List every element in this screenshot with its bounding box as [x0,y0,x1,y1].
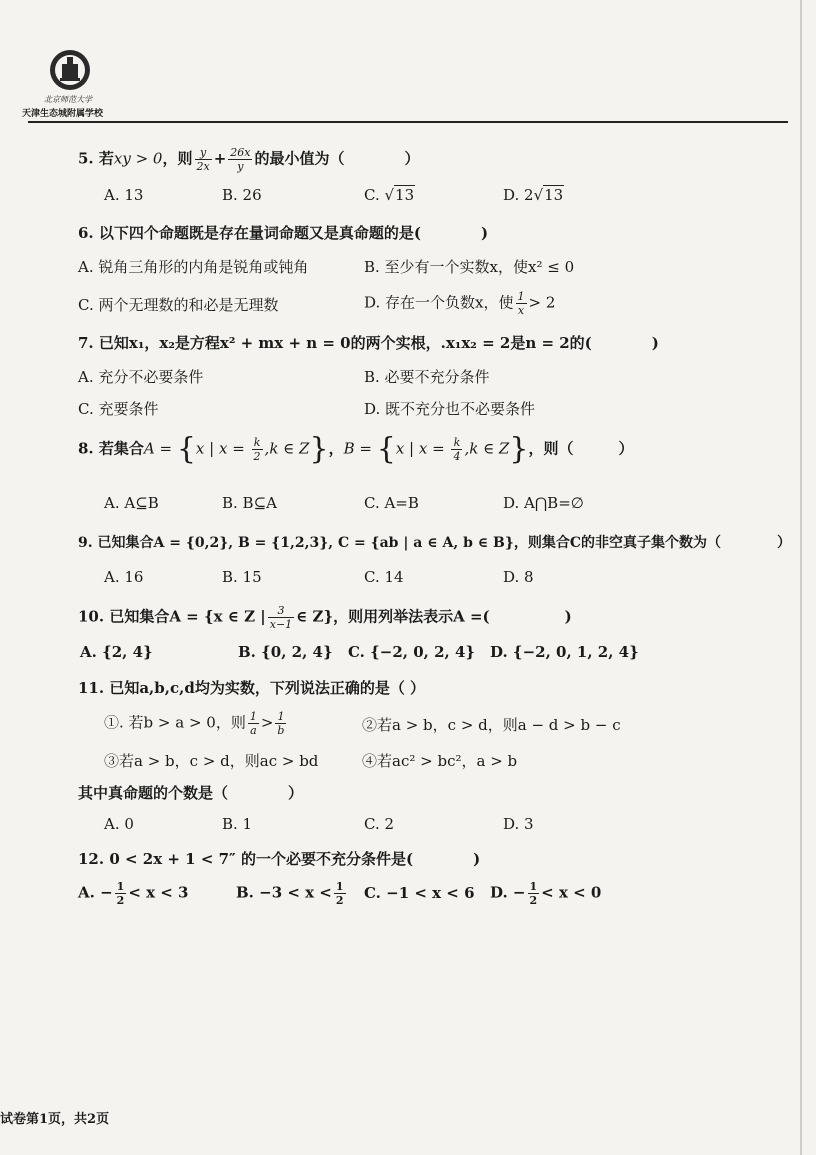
q5-option-d: D. 2√13 [503,186,564,204]
q7-option-a: A. 充分不必要条件 [78,368,204,386]
q11-statement-4: ④若ac² > bc²，a > b [362,752,518,770]
q6-option-d: D. 存在一个负数x，使 $\frac{1}{x}$ > 2 [364,290,556,317]
q5-condition: xy > 0 [113,149,163,168]
q11-option-d: D. 3 [503,815,534,833]
q10-option-c: C. {−2, 0, 2, 4} [348,643,476,661]
q9-option-a: A. 16 [104,568,144,586]
q10-option-b: B. {0, 2, 4} [238,643,333,661]
q8-option-a: A. A⊆B [104,494,159,512]
q6-option-a: A. 锐角三角形的内角是锐角或钝角 [78,258,309,276]
q7-option-c: C. 充要条件 [78,400,159,418]
q12-option-a: A. − $\frac{1}{2}$ < x < 3 [78,880,189,907]
q9-option-b: B. 15 [222,568,262,586]
q5-option-a: A. 13 [104,186,144,204]
question-6-stem: 6. 以下四个命题既是存在量词命题又是真命题的是( ) [78,224,489,242]
question-11-stem: 11. 已知a,b,c,d均为实数，下列说法正确的是（ ） [78,679,426,697]
question-9-stem: 9. 已知集合A = {0,2}, B = {1,2,3}, C = {ab | a ∈ A, b ∈ B}，则集合C的非空真子集个数为（ ） [78,535,791,551]
q11-tail: 其中真命题的个数是（ ） [78,784,304,802]
q8-option-d: D. A⋂B=∅ [503,494,584,512]
q9-option-d: D. 8 [503,568,534,586]
q10-option-d: D. {−2, 0, 1, 2, 4} [490,643,639,661]
q6-option-b: B. 至少有一个实数x，使x² ≤ 0 [364,258,575,276]
question-7-stem: 7. 已知x₁，x₂是方程x² + mx + n = 0的两个实根，.x₁x₂ = 2是n = 2的( ) [78,334,659,352]
q5-option-c: C. √13 [364,186,415,204]
q9-option-c: C. 14 [364,568,404,586]
q12-option-d: D. − $\frac{1}{2}$ < x < 0 [490,880,602,907]
q7-option-d: D. 既不充分也不必要条件 [364,400,536,418]
q11-statement-2: ②若a > b，c > d，则a − d > b − c [362,716,621,734]
q11-statement-1: ①. 若b > a > 0，则 $\frac{1}{a}$ > $\frac{1}{b}$ [104,710,285,737]
q11-statement-3: ③若a > b，c > d，则ac > bd [104,752,319,770]
question-5-stem [78,146,420,173]
question-12-stem: 12. 0 < 2x + 1 < 7″ 的一个必要不充分条件是( ) [78,850,481,868]
school-header [22,48,132,118]
q8-option-c: C. A=B [364,494,419,512]
school-logo-icon [48,48,92,92]
header-rule [28,121,788,123]
page-footer: 试卷第1页，共2页 [0,1112,110,1127]
q11-option-b: B. 1 [222,815,253,833]
q7-option-b: B. 必要不充分条件 [364,368,490,386]
q5-text-a: 5. 若 [78,149,114,168]
scan-edge [800,0,802,1155]
school-name-line2: 天津生态城附属学校 [22,109,104,119]
q5-text-b: ，则 [162,149,193,168]
q11-option-a: A. 0 [104,815,134,833]
question-8-stem: 8. 若集合A = {x | x = $\frac{k}{2}$ ,k ∈ Z}，B = {x | x = $\frac{k}{4}$ ,k ∈ Z}，则（ ） [78,431,634,467]
school-name-line1: 北京师范大学 [44,95,92,104]
q5-fraction-2: $\frac{26x}{y}$ [230,146,251,173]
q5-plus: + [213,149,227,168]
q6-option-c: C. 两个无理数的和必是无理数 [78,296,279,314]
q5-text-c: 的最小值为（ ） [254,149,420,168]
q11-option-c: C. 2 [364,815,395,833]
q5-fraction-1: $\frac{y}{2x}$ [196,146,210,173]
question-10-stem: 10. 已知集合A = {x ∈ Z | $\frac{3}{x-1}$ ∈ Z}，则用列举法表示A =( ) [78,604,572,631]
q12-option-c: C. −1 < x < 6 [364,884,475,902]
q5-option-b: B. 26 [222,186,262,204]
q12-option-b: B. −3 < x < $\frac{1}{2}$ [236,880,344,907]
q10-option-a: A. {2, 4} [80,643,153,661]
q8-option-b: B. B⊆A [222,494,277,512]
